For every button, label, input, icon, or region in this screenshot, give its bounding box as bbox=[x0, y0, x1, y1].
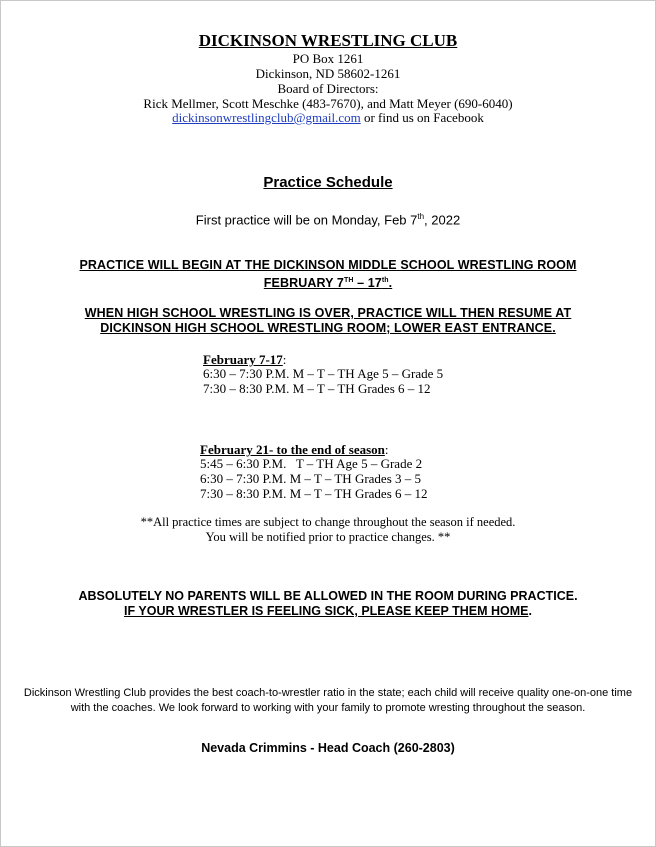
first-practice-text: First practice will be on Monday, Feb 7 bbox=[195, 212, 418, 228]
location-dates-sup-2: th bbox=[381, 277, 389, 284]
block2-row-1: 5:45 – 6:30 P.M. T – TH Age 5 – Grade 2 bbox=[200, 456, 423, 471]
block2-row-2: 6:30 – 7:30 P.M. M – T – TH Grades 3 – 5 bbox=[200, 471, 422, 486]
email-link[interactable]: dickinsonwrestlingclub@gmail.com bbox=[172, 110, 361, 125]
notice-line-1: **All practice times are subject to change throughout the season if needed. bbox=[140, 515, 516, 529]
facebook-text: or find us on Facebook bbox=[360, 110, 484, 125]
schedule-title: Practice Schedule bbox=[263, 174, 393, 191]
first-practice-year: , 2022 bbox=[424, 212, 461, 228]
warning-line-2 bbox=[1, 604, 655, 620]
city-address: Dickinson, ND 58602-1261 bbox=[255, 66, 401, 81]
block1-row-2: 7:30 – 8:30 P.M. M – T – TH Grades 6 – 12 bbox=[203, 381, 431, 396]
block2-row-3: 7:30 – 8:30 P.M. M – T – TH Grades 6 – 12 bbox=[200, 486, 428, 501]
board-members: Rick Mellmer, Scott Meschke (483-7670), and Matt Meyer (690-6040) bbox=[143, 96, 513, 111]
warning-line-1: ABSOLUTELY NO PARENTS WILL BE ALLOWED IN THE ROOM DURING PRACTICE. bbox=[78, 589, 578, 603]
first-practice-date bbox=[1, 209, 655, 228]
warning-period: . bbox=[528, 604, 532, 618]
footer-description: Dickinson Wrestling Club provides the best coach-to-wrestler ratio in the state; each child will receive quality one-on-one time with the coaches. We look forward to working with your family to promote wresting throughout the season. bbox=[23, 687, 633, 714]
location-line-4: DICKINSON HIGH SCHOOL WRESTLING ROOM; LOWER EAST ENTRANCE. bbox=[100, 321, 556, 335]
board-label: Board of Directors: bbox=[277, 81, 379, 96]
club-title: DICKINSON WRESTLING CLUB bbox=[198, 31, 458, 50]
location-dates-start: FEBRUARY 7 bbox=[263, 276, 344, 291]
po-box: PO Box 1261 bbox=[292, 51, 364, 66]
block2-heading: February 21- to the end of season bbox=[200, 442, 385, 457]
block1-heading-colon: : bbox=[282, 352, 287, 367]
location-dates-period: . bbox=[388, 276, 393, 291]
block1-row-1: 6:30 – 7:30 P.M. M – T – TH Age 5 – Grade 5 bbox=[203, 366, 444, 381]
head-coach: Nevada Crimmins - Head Coach (260-2803) bbox=[201, 741, 455, 755]
block2-heading-colon: : bbox=[384, 442, 389, 457]
first-practice-sup: th bbox=[417, 212, 425, 221]
location-line-1: PRACTICE WILL BEGIN AT THE DICKINSON MIDDLE SCHOOL WRESTLING ROOM bbox=[79, 258, 577, 272]
block1-heading: February 7-17 bbox=[203, 352, 283, 367]
location-dates-end: – 17 bbox=[353, 276, 382, 291]
warning-sick-text: IF YOUR WRESTLER IS FEELING SICK, PLEASE KEEP THEM HOME bbox=[124, 604, 529, 618]
contact-line bbox=[1, 110, 655, 125]
notice-line-2: You will be notified prior to practice changes. ** bbox=[205, 530, 451, 544]
location-line-3: WHEN HIGH SCHOOL WRESTLING IS OVER, PRACTICE WILL THEN RESUME AT bbox=[84, 306, 572, 320]
location-line-2 bbox=[1, 273, 655, 292]
location-dates-sup-1: TH bbox=[343, 277, 354, 284]
